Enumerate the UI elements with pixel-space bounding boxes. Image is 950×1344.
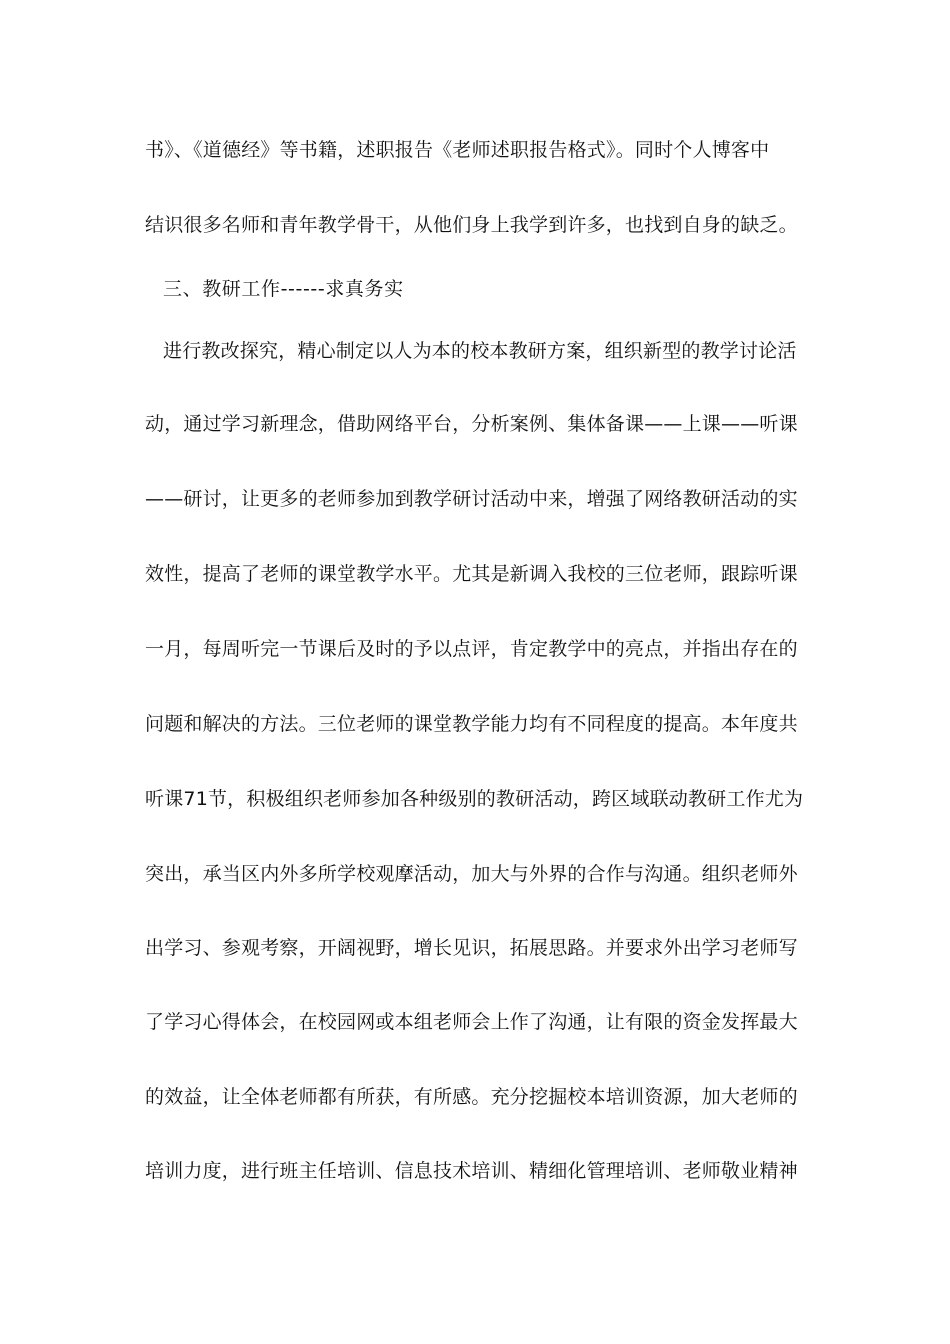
text-line-3: 进行教改探究，精心制定以人为本的校本教研方案，组织新型的教学讨论活	[163, 340, 797, 362]
text-line-8: 问题和解决的方法。三位老师的课堂教学能力均有不同程度的提高。本年度共	[145, 713, 798, 735]
text-line-7: 一月，每周听完一节课后及时的予以点评，肯定教学中的亮点，并指出存在的	[145, 638, 798, 660]
text-line-14: 培训力度，进行班主任培训、信息技术培训、精细化管理培训、老师敬业精神	[145, 1160, 798, 1182]
text-line-13: 的效益，让全体老师都有所获，有所感。充分挖掘校本培训资源，加大老师的	[145, 1086, 798, 1108]
text-line-12: 了学习心得体会，在校园网或本组老师会上作了沟通，让有限的资金发挥最大	[145, 1011, 798, 1033]
text-line-1: 书》、《道德经》等书籍，述职报告《老师述职报告格式》。同时个人博客中	[145, 139, 770, 161]
text-line-5: ——研讨，让更多的老师参加到教学研讨活动中来，增强了网络教研活动的实	[145, 488, 798, 510]
text-line-6: 效性，提高了老师的课堂教学水平。尤其是新调入我校的三位老师，跟踪听课	[145, 563, 798, 585]
text-line-2: 结识很多名师和青年教学骨干，从他们身上我学到许多，也找到自身的缺乏。	[145, 214, 798, 236]
text-line-11: 出学习、参观考察，开阔视野，增长见识，拓展思路。并要求外出学习老师写	[145, 937, 798, 959]
section-heading: 三、教研工作------求真务实	[163, 278, 404, 300]
text-line-4: 动，通过学习新理念，借助网络平台，分析案例、集体备课——上课——听课	[145, 413, 798, 435]
text-line-9: 听课71节，积极组织老师参加各种级别的教研活动，跨区域联动教研工作尤为	[145, 788, 804, 810]
text-line-10: 突出，承当区内外多所学校观摩活动，加大与外界的合作与沟通。组织老师外	[145, 863, 798, 885]
